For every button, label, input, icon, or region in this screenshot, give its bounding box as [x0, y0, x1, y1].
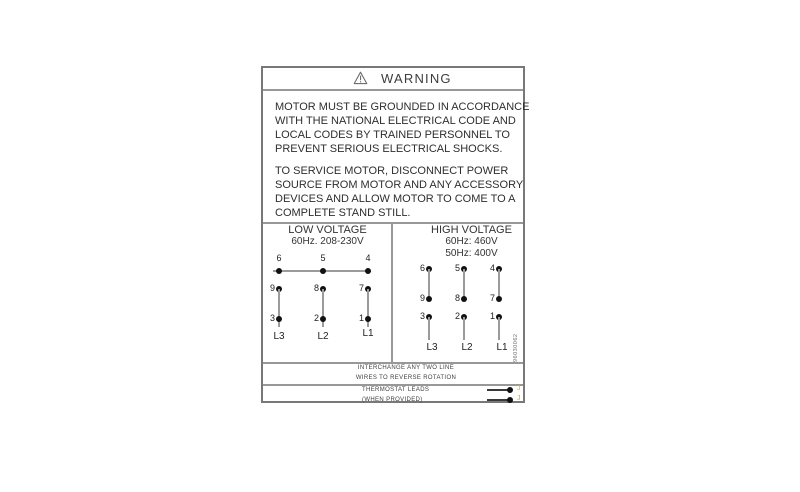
- service-warning-text: [275, 164, 523, 220]
- terminal-number-7: 7: [489, 293, 495, 303]
- terminal-dot: [320, 268, 326, 274]
- thermostat-note-line2: (WHEN PROVIDED): [362, 397, 423, 403]
- terminal-number-4: 4: [365, 253, 371, 263]
- high-voltage-title: HIGH VOLTAGE: [431, 224, 512, 236]
- terminal-dot: [365, 268, 371, 274]
- motor-wiring-warning-label: [261, 66, 530, 403]
- thermostat-lead-label: J: [517, 395, 521, 402]
- terminal-number-2: 2: [454, 311, 460, 321]
- grounding-line: PREVENT SERIOUS ELECTRICAL SHOCKS.: [275, 143, 503, 155]
- terminal-number-6: 6: [276, 253, 282, 263]
- terminal-dot: [426, 296, 432, 302]
- high-voltage-subtitle-60hz: 60Hz: 460V: [445, 236, 498, 247]
- rotation-note: [289, 363, 523, 383]
- wire: [428, 317, 430, 340]
- grounding-line: WITH THE NATIONAL ELECTRICAL CODE AND: [275, 115, 516, 127]
- part-number: 96030062: [513, 333, 519, 362]
- terminal-number-3: 3: [269, 313, 275, 323]
- thermostat-lead-wire: [487, 399, 509, 401]
- grounding-warning-text: [275, 100, 529, 156]
- wire: [498, 269, 500, 299]
- line-label-l3: L3: [426, 342, 438, 353]
- terminal-number-9: 9: [269, 283, 275, 293]
- service-line: SOURCE FROM MOTOR AND ANY ACCESSORY: [275, 179, 524, 191]
- wire: [428, 269, 430, 299]
- terminal-dot: [276, 316, 282, 322]
- rotation-note-line1: INTERCHANGE ANY TWO LINE: [357, 365, 455, 371]
- line-label-l2: L2: [461, 342, 473, 353]
- terminal-number-8: 8: [313, 283, 319, 293]
- grounding-line: MOTOR MUST BE GROUNDED IN ACCORDANCE: [275, 101, 530, 113]
- line-label-l3: L3: [273, 331, 285, 342]
- thermostat-note-line1: THERMOSTAT LEADS: [362, 387, 430, 393]
- terminal-number-5: 5: [320, 253, 326, 263]
- thermostat-note: [362, 385, 429, 405]
- thermostat-lead-wire: [487, 389, 509, 391]
- low-voltage-subtitle: 60Hz. 208-230V: [291, 236, 364, 247]
- thermostat-lead-dot: [507, 387, 513, 393]
- rotation-note-line2: WIRES TO REVERSE ROTATION: [355, 375, 457, 381]
- warning-title: WARNING: [381, 71, 452, 86]
- terminal-number-6: 6: [419, 263, 425, 273]
- service-line: DEVICES AND ALLOW MOTOR TO COME TO A: [275, 193, 516, 205]
- terminal-number-4: 4: [489, 263, 495, 273]
- terminal-number-5: 5: [454, 263, 460, 273]
- terminal-dot: [276, 268, 282, 274]
- header-divider: [263, 89, 523, 91]
- terminal-number-1: 1: [489, 311, 495, 321]
- line-label-l2: L2: [317, 331, 329, 342]
- wire: [498, 317, 500, 340]
- terminal-number-9: 9: [419, 293, 425, 303]
- wire: [463, 317, 465, 340]
- wire: [463, 269, 465, 299]
- high-voltage-subtitle-50hz: 50Hz: 400V: [445, 248, 498, 259]
- terminal-number-3: 3: [419, 311, 425, 321]
- grounding-line: LOCAL CODES BY TRAINED PERSONNEL TO: [275, 129, 510, 141]
- terminal-number-8: 8: [454, 293, 460, 303]
- line-label-l1: L1: [496, 342, 508, 353]
- terminal-dot: [461, 296, 467, 302]
- terminal-number-1: 1: [358, 313, 364, 323]
- service-line: TO SERVICE MOTOR, DISCONNECT POWER: [275, 165, 509, 177]
- terminal-number-2: 2: [313, 313, 319, 323]
- terminal-dot: [496, 296, 502, 302]
- terminal-number-7: 7: [358, 283, 364, 293]
- terminal-dot: [320, 316, 326, 322]
- thermostat-lead-label: J: [517, 385, 521, 392]
- line-label-l1: L1: [362, 328, 374, 339]
- thermostat-lead-dot: [507, 397, 513, 403]
- warning-triangle-icon: [353, 71, 368, 90]
- low-voltage-title: LOW VOLTAGE: [288, 224, 367, 236]
- service-line: COMPLETE STAND STILL.: [275, 207, 411, 219]
- terminal-dot: [365, 316, 371, 322]
